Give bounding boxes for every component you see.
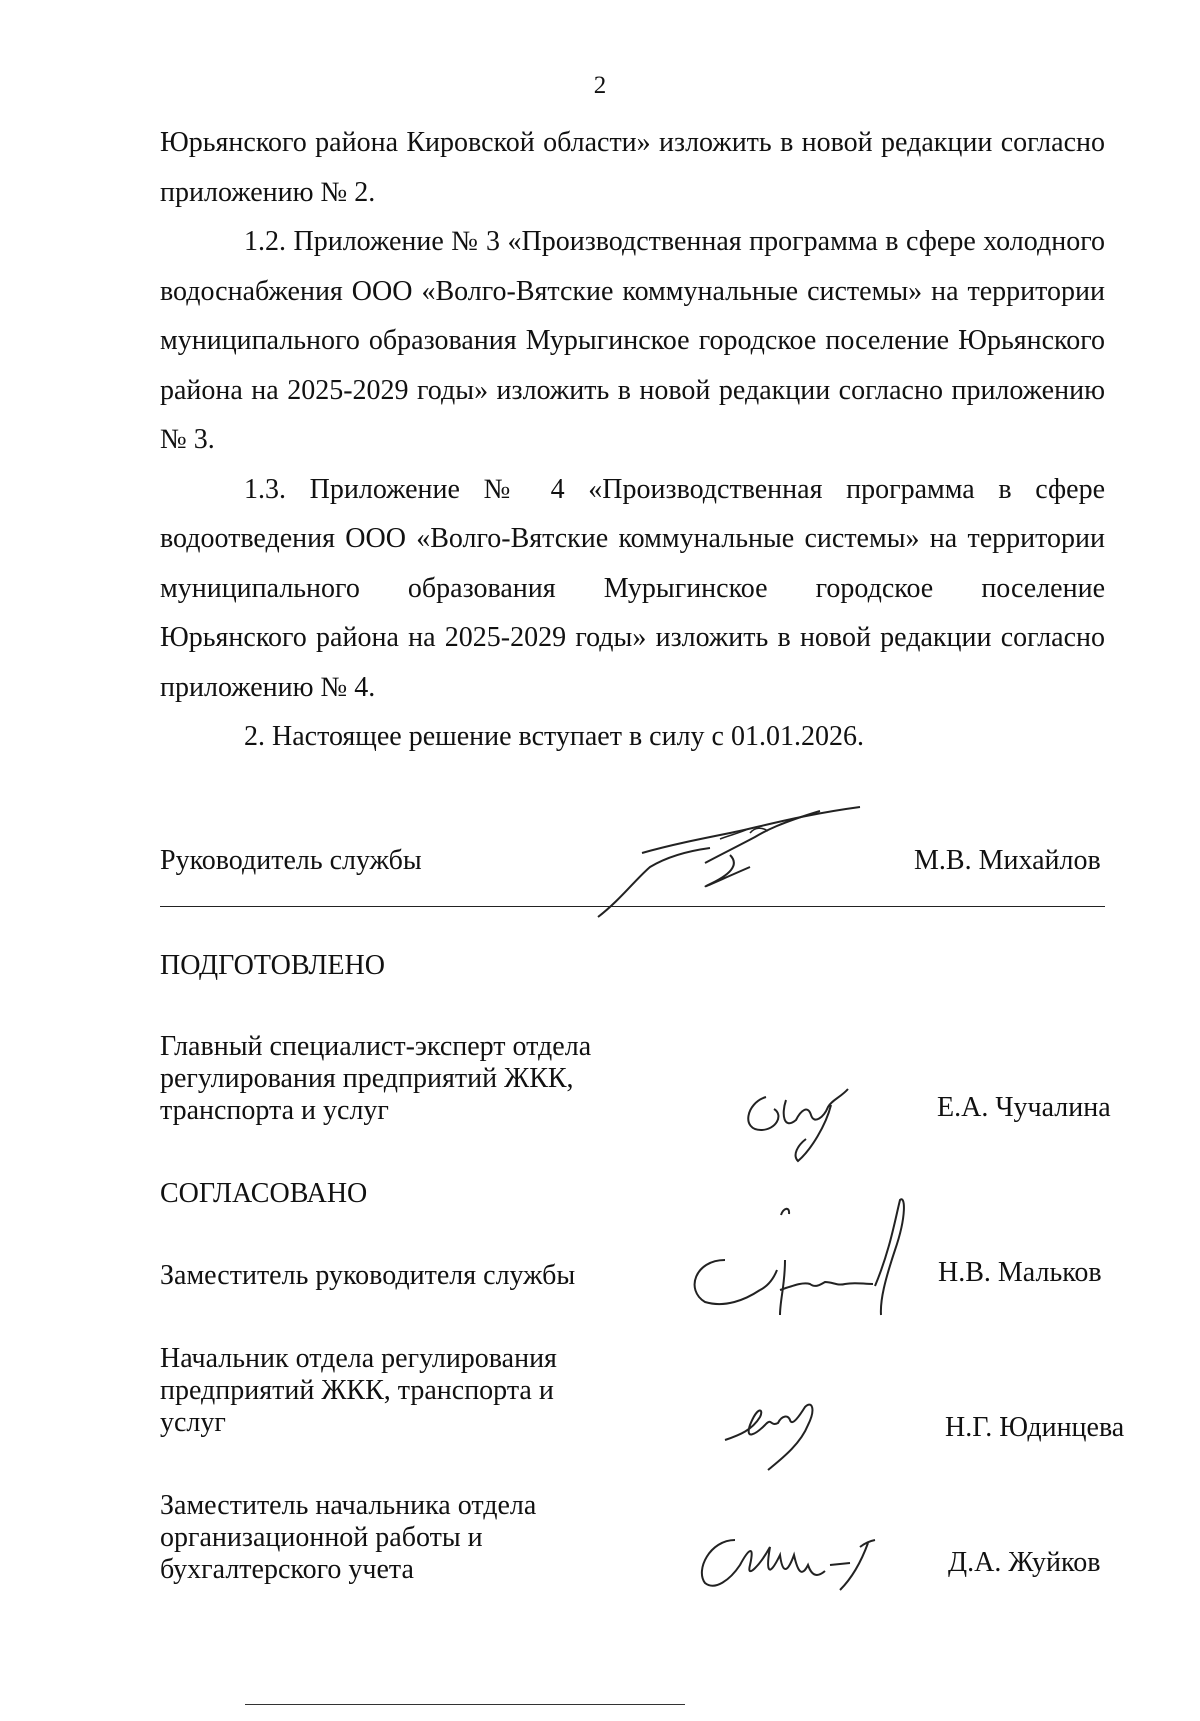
approved-name-1: Н.В. Мальков — [938, 1257, 1102, 1288]
head-name: М.В. Михайлов — [914, 845, 1101, 876]
paragraph-1-3-part-b: Юрьянского района на 2025-2029 годы» изложить в новой редакции согласно приложению № 4. — [160, 622, 1105, 703]
prepared-heading: ПОДГОТОВЛЕНО — [160, 950, 385, 981]
prepared-name: Е.А. Чучалина — [937, 1092, 1111, 1123]
approved-role-1: Заместитель руководителя службы — [160, 1260, 576, 1291]
prepared-role: Главный специалист-эксперт отдела регулирования предприятий ЖКК, транспорта и услуг — [160, 1031, 592, 1126]
paragraph-2: 2. Настоящее решение вступает в силу с 01.01.2026. — [244, 721, 864, 752]
approved-name-2: Н.Г. Юдинцева — [945, 1412, 1125, 1443]
approved-signature-image-2 — [720, 1385, 840, 1475]
signature-divider — [160, 906, 1105, 907]
approved-role-2: Начальник отдела регулирования предприятий ЖКК, транспорта и услуг — [160, 1343, 557, 1438]
paragraph-1-3-part-a: 1.3. Приложение № 4 «Производственная программа в сфере водоотведения ООО «Волго-Вятские коммунальные системы» на территории муниципального образования Мурыгинское городское поселение — [160, 473, 1105, 604]
page-number: 2 — [593, 72, 607, 99]
head-title: Руководитель службы — [160, 845, 422, 876]
approved-name-3: Д.А. Жуйков — [948, 1547, 1101, 1578]
document-body — [160, 118, 1105, 762]
approved-heading: СОГЛАСОВАНО — [160, 1178, 368, 1209]
approved-signature-image-1 — [685, 1190, 935, 1340]
head-signature-image — [590, 805, 880, 925]
footer-rule — [245, 1704, 685, 1705]
paragraph-1-1-tail: Юрьянского района Кировской области» изложить в новой редакции согласно приложению № 2. — [160, 127, 1105, 208]
approved-role-3: Заместитель начальника отдела организационной работы и бухгалтерского учета — [160, 1490, 537, 1585]
approved-signature-image-3 — [690, 1525, 890, 1605]
paragraph-1-2: 1.2. Приложение № 3 «Производственная программа в сфере холодного водоснабжения ООО «Волго-Вятские коммунальные системы» на территории муниципального образования Мурыгинское городское поселение Юрьянского района на 2025-2029 годы» изложить в новой редакции согласно приложению № 3. — [160, 226, 1105, 455]
prepared-signature-image — [736, 1075, 866, 1165]
